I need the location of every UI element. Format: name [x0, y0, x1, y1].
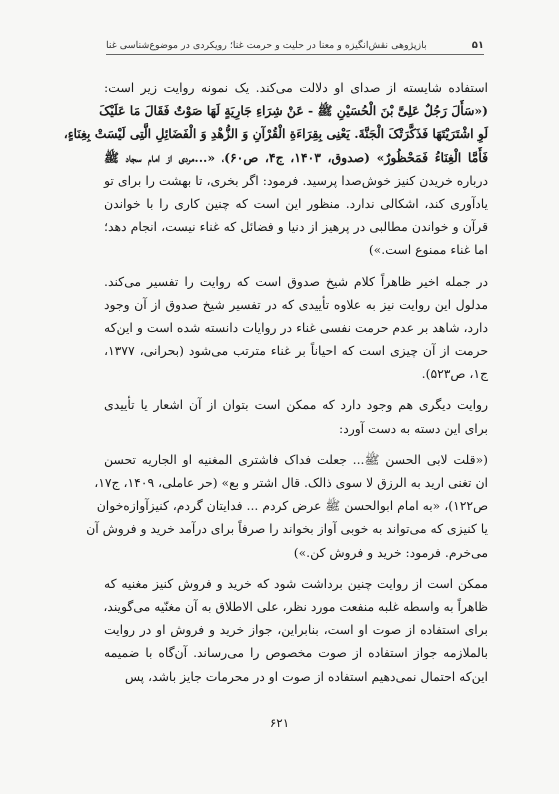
text-line: («سَأَلَ رَجُلٌ عَلِیَّ بْنَ الْحُسَیْنِ ﷺ - عَنْ شِرَاءِ جَارِیَةٍ لَهَا صَوْتٌ فَقَالَ مَا عَلَیْکَ — [99, 103, 488, 119]
text-line: روایت دیگری هم وجود دارد که ممکن است بتوان از آن اشعار یا تأییدی — [104, 397, 488, 413]
text-line: («قلت لابی الحسن ﷺ... جعلت فداک فاشتری المغنیه او الجاریه تحسن — [104, 451, 488, 467]
running-header — [106, 40, 484, 55]
text-line: لَوِ اشْتَرَیْتَهَا فَذَکَّرَتْکَ الْجَنَّةَ. یَعْنِی بِقِرَاءَةِ الْقُرْآنِ وَ الزُّهْدِ وَ الْفَضَائِلِ الَّتِی لَیْسَتْ بِغِنَاءٍ، — [63, 126, 488, 142]
paragraph — [86, 448, 488, 564]
text-line: یا کنیزی که می‌تواند به خوبی آواز بخواند را صرفاً برای درآمد خرید و فروش آن — [86, 521, 488, 537]
text-line: استفاده شایسته از صدای او دلالت می‌کند. یک نمونه روایت زیر است: — [104, 80, 488, 95]
paragraph — [104, 270, 488, 386]
text-line: برای استفاده از صوت او است، بنابراین، جواز خرید و فروش او در روایت — [104, 622, 488, 638]
text-line: فَأَمَّا الْغِنَاءُ فَمَحْظُورٌ» (صدوق، ۱۴۰۳، ج۴، ص۶۰)، «...مردی از امام سجاد ﷺ — [104, 149, 489, 165]
page-number: ۶۲۱ — [269, 716, 290, 730]
text-line: اما غناء ممنوع است.») — [368, 242, 488, 258]
text-line: دارد، شاهد بر عدم حرمت نفسی غناء در روایات دانسته شده است و این‌که — [104, 319, 488, 335]
text-line: حرمت از آن چیزی است که احیاناً بر غناء مترتب می‌شود (بحرانی، ۱۳۷۷، — [104, 343, 488, 359]
text-line: بالملازمه جواز استفاده از صوت مخصوص را می‌رساند. آن‌گاه با ضمیمه — [104, 645, 488, 661]
paragraph — [104, 572, 488, 688]
paragraph-gap — [104, 262, 488, 270]
body-text — [63, 76, 489, 688]
text-line: می‌خرم. فرمود: خرید و فروش کن.») — [293, 544, 488, 560]
paragraph-gap — [104, 385, 488, 393]
paragraph — [63, 76, 489, 262]
text-line: ص۱۲۲)، «به امام ابوالحسن ﷺ عرض کردم ... فدایتان گردم، کنیزآوازه‌خوان — [96, 498, 488, 514]
header-title: بازپژوهی نقش‌انگیزه و معنا در حلیت و حرمت غنا؛ رویکردی در موضوع‌شناسی غنا — [106, 40, 427, 51]
text-line: ان تغنی ارید به الرزق لا سوی ذالک. قال اشتر و بع» (حر عاملی، ۱۴۰۹، ج۱۷، — [94, 475, 488, 490]
text-line: ممکن است از روایت چنین برداشت شود که خرید و فروش کنیز مغنیه که — [104, 575, 488, 591]
paragraph-gap — [104, 564, 488, 572]
text-line: در جمله اخیر ظاهراً کلام شیخ صدوق است که روایت را تفسیر می‌کند. — [104, 273, 488, 289]
paragraph-gap — [104, 440, 488, 448]
text-line: برای این دسته به دست آورد: — [339, 420, 488, 436]
text-line: درباره خریدن کنیز خوش‌صدا پرسید. فرمود: اگر بخری، تا بهشت را برای تو — [104, 172, 488, 188]
text-line: ج۱، ص۵۲۳). — [421, 366, 488, 382]
header-page-number: ۵۱ — [471, 40, 484, 51]
text-line: قرآن و خواندن مطالبی در پرهیز از دنیا و فضائل که غناء نیست، انجام دهد؛ — [104, 219, 488, 235]
paragraph — [104, 393, 488, 439]
text-line: این‌که احتمال نمی‌دهیم استفاده از صوت او در محرمات جایز باشد، پس — [124, 668, 488, 684]
text-line: ظاهراً به واسطه غلبه منفعت مورد نظر، علی الاطلاق به آن مغنّیه می‌گویند، — [103, 598, 488, 614]
text-line: یادآوری کند، اشکالی ندارد. منظور این است که چنین کاری را با خواندن — [104, 195, 488, 211]
text-line: مدلول این روایت نیز به علاوه تأییدی که در تفسیر شیخ صدوق از آن وجود — [104, 296, 488, 312]
